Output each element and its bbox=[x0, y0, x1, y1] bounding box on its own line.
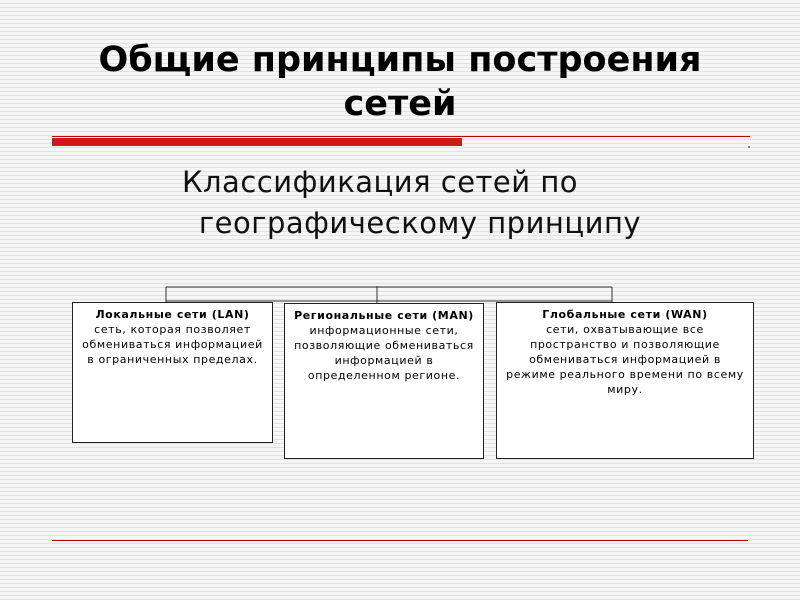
wan-title: Глобальные сети (WAN) bbox=[542, 308, 708, 321]
divider-tick bbox=[748, 146, 750, 148]
title-divider-thick bbox=[52, 138, 462, 146]
wan-description: сети, охватывающие все пространство и позволяющие обмениваться информацией в режиме реального времени по всему миру. bbox=[506, 323, 744, 396]
man-description: информационные сети, позволяющие обмениваться информацией в определенном регионе. bbox=[294, 324, 474, 382]
wan-box bbox=[496, 302, 754, 459]
subtitle-line-2: географическому принципу bbox=[198, 206, 642, 240]
lan-title: Локальные сети (LAN) bbox=[95, 308, 250, 321]
subtitle-line-1: Классификация сетей по bbox=[181, 165, 579, 199]
lan-description: сеть, которая позволяет обмениваться информацией в ограниченных пределах. bbox=[82, 323, 263, 366]
man-box bbox=[284, 303, 484, 459]
lan-box bbox=[72, 302, 273, 443]
bottom-divider bbox=[52, 540, 748, 541]
title-divider-thin bbox=[52, 136, 750, 137]
slide-title: Общие принципы построения сетей bbox=[98, 40, 702, 124]
man-title: Региональные сети (MAN) bbox=[294, 309, 474, 322]
